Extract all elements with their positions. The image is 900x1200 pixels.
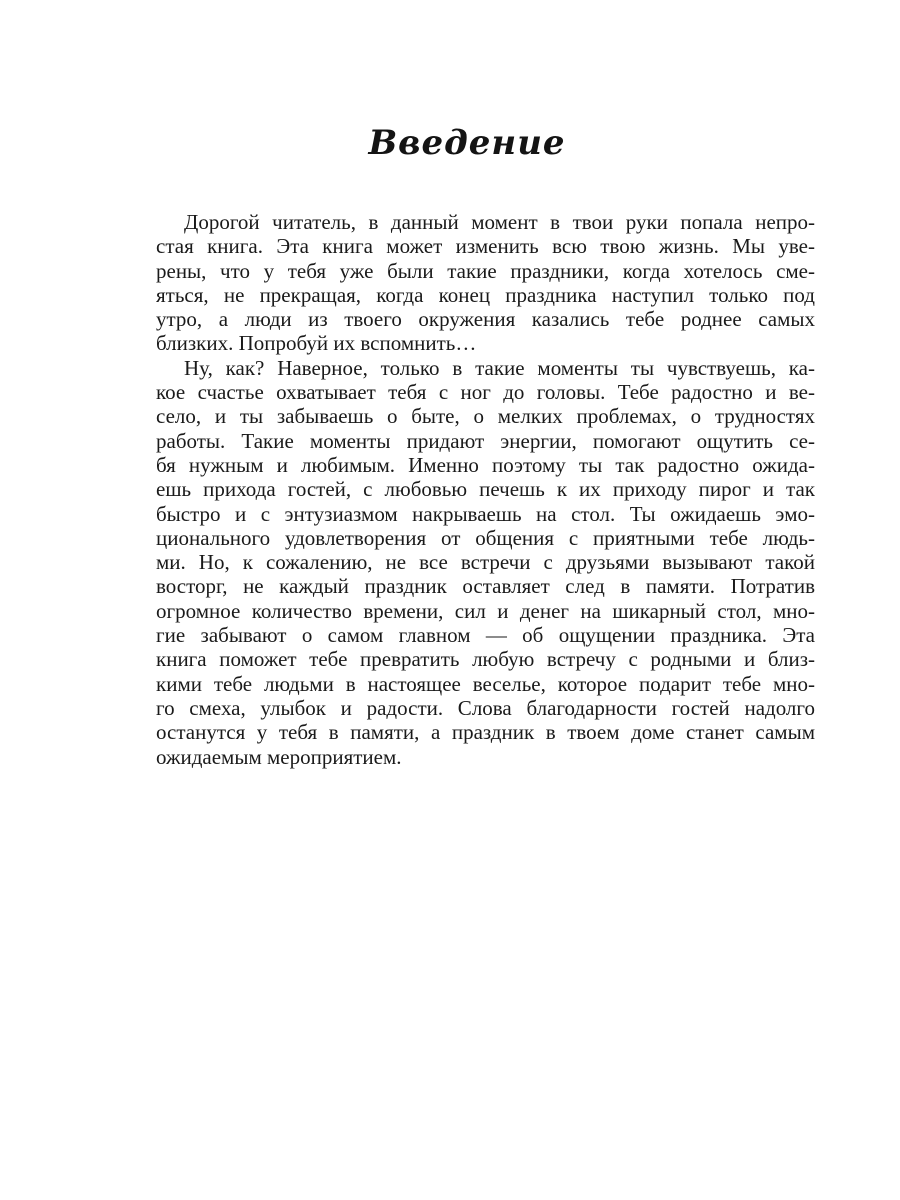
- text-line: село, и ты забываешь о быте, о мелких проблемах, о трудностях: [156, 404, 815, 429]
- text-line: яться, не прекращая, когда конец праздника наступил только под: [156, 282, 815, 307]
- text-line: кое счастье охватывает тебя с ног до головы. Тебе радостно и ве-: [156, 380, 815, 405]
- text-line: стая книга. Эта книга может изменить всю твою жизнь. Мы уве-: [156, 234, 815, 259]
- paragraph-1: [156, 210, 815, 356]
- text-line: книга поможет тебе превратить любую встречу с родными и близ-: [156, 647, 815, 672]
- text-line: Ну, как? Наверное, только в такие моменты ты чувствуешь, ка-: [184, 355, 815, 380]
- text-line: огромное количество времени, сил и денег на шикарный стол, мно-: [156, 598, 815, 623]
- text-line: ожидаемым мероприятием.: [156, 744, 402, 769]
- text-line: бя нужным и любимым. Именно поэтому ты так радостно ожида-: [156, 452, 815, 477]
- text-line: рены, что у тебя уже были такие праздники, когда хотелось сме-: [156, 258, 815, 283]
- text-line: гие забывают о самом главном — об ощущении праздника. Эта: [156, 623, 815, 648]
- text-line: ешь прихода гостей, с любовью печешь к их приходу пирог и так: [156, 477, 815, 502]
- text-line: ционального удовлетворения от общения с приятными тебе людь-: [156, 525, 815, 550]
- chapter-title: Введение: [368, 123, 566, 163]
- paragraph-2: [156, 356, 815, 769]
- text-line: быстро и с энтузиазмом накрываешь на стол. Ты ожидаешь эмо-: [156, 501, 815, 526]
- text-line: Дорогой читатель, в данный момент в твои руки попала непро-: [184, 210, 815, 234]
- text-line: работы. Такие моменты придают энергии, помогают ощутить се-: [156, 428, 815, 453]
- text-line: ми. Но, к сожалению, не все встречи с друзьями вызывают такой: [156, 550, 815, 575]
- text-line: кими тебе людьми в настоящее веселье, которое подарит тебе мно-: [156, 671, 815, 696]
- text-line: восторг, не каждый праздник оставляет след в памяти. Потратив: [156, 574, 815, 599]
- text-line: го смеха, улыбок и радости. Слова благодарности гостей надолго: [156, 695, 815, 720]
- text-line: утро, а люди из твоего окружения казались тебе роднее самых: [156, 307, 815, 332]
- text-line: останутся у тебя в памяти, а праздник в твоем доме станет самым: [156, 720, 815, 745]
- body-text: [156, 210, 815, 769]
- text-line: близких. Попробуй их вспомнить…: [156, 331, 477, 356]
